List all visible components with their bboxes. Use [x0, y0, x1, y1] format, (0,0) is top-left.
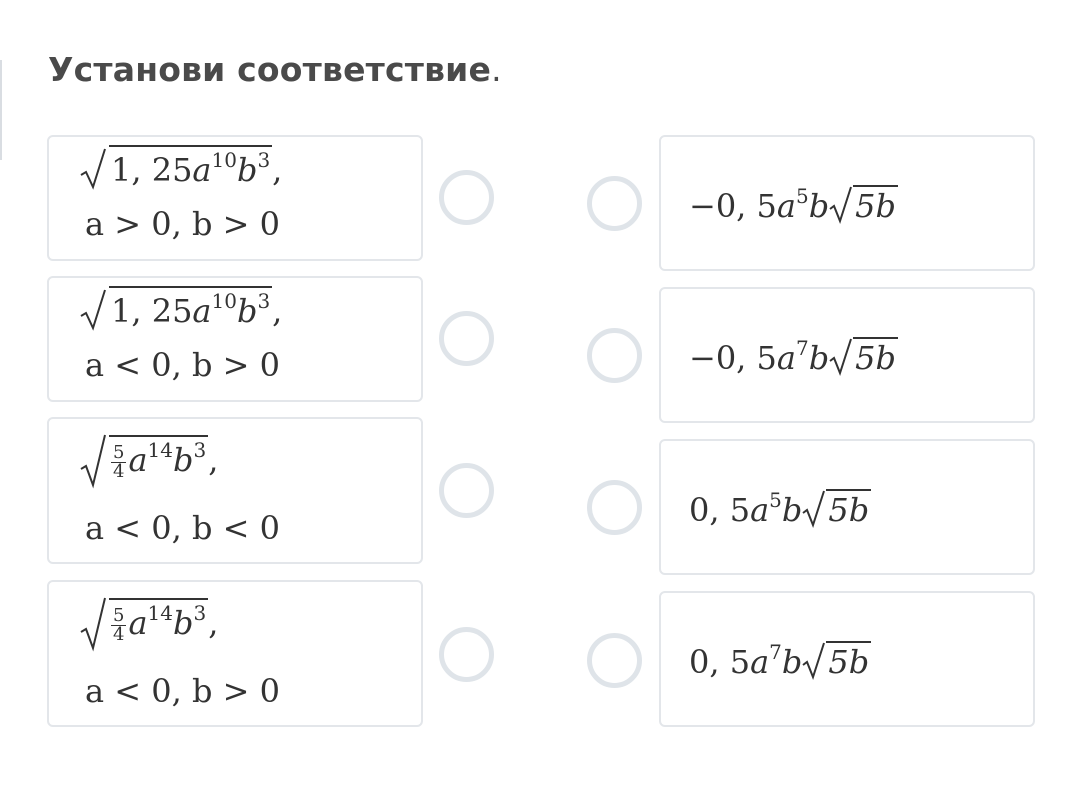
left-radio-2[interactable]	[439, 311, 494, 366]
right-radio-2[interactable]	[587, 328, 642, 383]
left-card-2-condition: a < 0, b > 0	[85, 346, 280, 384]
left-card-3-root: $\frac{5}{4}$ $a^{14}b^3$,	[79, 433, 218, 489]
radicand: $\frac{5}{4}$ $a^{14}b^3$	[109, 435, 208, 481]
radicand: 1, $25a^{10}b^3$	[109, 286, 272, 329]
page-title	[48, 50, 502, 89]
right-card-3[interactable]	[659, 439, 1035, 575]
left-card-3-condition: a < 0, b < 0	[85, 509, 280, 547]
radicand: 5b	[828, 491, 870, 529]
right-card-2-expression: −0, $5a^7b$ 5b	[689, 336, 897, 377]
radical-icon	[79, 288, 109, 332]
radical-icon	[829, 183, 853, 227]
left-radio-4[interactable]	[439, 627, 494, 682]
radicand: 5b	[855, 187, 897, 225]
left-card-3[interactable]	[47, 417, 423, 564]
left-card-2[interactable]	[47, 276, 423, 402]
fraction: $\frac{5}{4}$	[113, 442, 125, 482]
right-card-1[interactable]	[659, 135, 1035, 271]
left-card-1[interactable]	[47, 135, 423, 261]
left-card-4-condition: a < 0, b > 0	[85, 672, 280, 710]
radicand: 5b	[828, 643, 870, 681]
left-radio-3[interactable]	[439, 463, 494, 518]
left-card-2-root: 1, $25a^{10}b^3$,	[79, 286, 282, 332]
left-card-4[interactable]	[47, 580, 423, 727]
right-card-1-expression: −0, $5a^5b$ 5b	[689, 184, 897, 225]
right-radio-3[interactable]	[587, 480, 642, 535]
right-radio-4[interactable]	[587, 633, 642, 688]
left-radio-1[interactable]	[439, 170, 494, 225]
left-card-1-condition: a > 0, b > 0	[85, 205, 280, 243]
radical-icon	[79, 147, 109, 191]
right-card-4-expression: 0, $5a^7b$ 5b	[689, 640, 870, 681]
left-accent-bar	[0, 60, 2, 160]
radical-icon	[802, 639, 826, 683]
right-card-2[interactable]	[659, 287, 1035, 423]
right-card-4[interactable]	[659, 591, 1035, 727]
left-card-4-root: $\frac{5}{4}$ $a^{14}b^3$,	[79, 596, 218, 652]
left-card-1-root: 1, $25a^{10}b^3$,	[79, 145, 282, 191]
title-text: Установи соответствие	[48, 50, 492, 89]
fraction: $\frac{5}{4}$	[113, 605, 125, 645]
radical-icon	[79, 433, 109, 489]
radical-icon	[79, 596, 109, 652]
radicand: $\frac{5}{4}$ $a^{14}b^3$	[109, 598, 208, 644]
title-period: .	[491, 50, 502, 89]
right-radio-1[interactable]	[587, 176, 642, 231]
radicand: 1, $25a^{10}b^3$	[109, 145, 272, 188]
right-card-3-expression: 0, $5a^5b$ 5b	[689, 488, 870, 529]
radical-icon	[802, 487, 826, 531]
radicand: 5b	[855, 339, 897, 377]
radical-icon	[829, 335, 853, 379]
